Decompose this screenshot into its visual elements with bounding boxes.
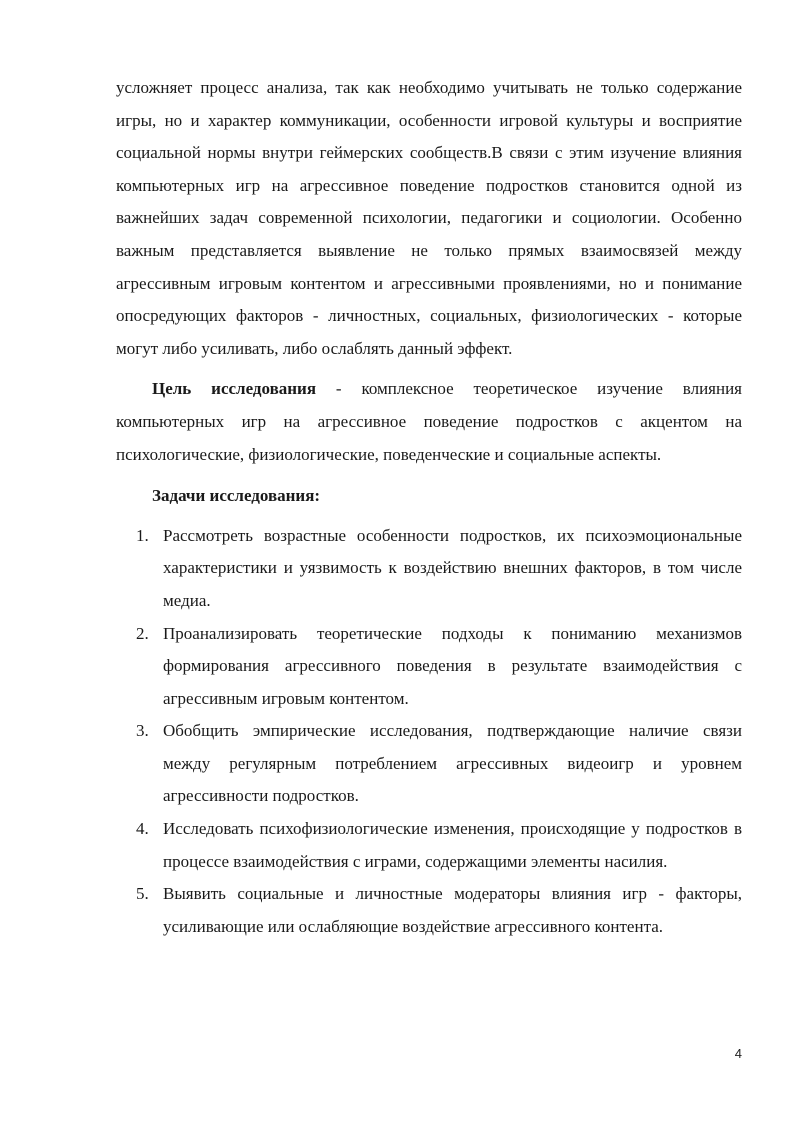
list-item-number: 3.	[136, 721, 149, 741]
list-item	[116, 878, 742, 943]
page-number: 4	[734, 1046, 742, 1061]
list-item-number: 2.	[136, 623, 149, 643]
list-item-text: Проанализировать теоретические подходы к пониманию механизмов формирования агрессивного поведения в результате взаимодействия с агрессивным игровым контентом.	[163, 623, 742, 708]
tasks-heading: Задачи исследования:	[152, 486, 321, 506]
list-item	[116, 715, 742, 813]
document-page	[116, 72, 742, 943]
list-item-number: 1.	[136, 525, 149, 545]
list-item-text: Выявить социальные и личностные модераторы влияния игр - факторы, усиливающие или ослабляющие воздействие агрессивного контента.	[163, 884, 742, 936]
list-item	[116, 520, 742, 618]
list-item-text: Обобщить эмпирические исследования, подтверждающие наличие связи между регулярным потреблением агрессивных видеоигр и уровнем агрессивности подростков.	[163, 721, 742, 806]
list-item	[116, 618, 742, 716]
tasks-list	[116, 520, 742, 944]
list-item-text: Исследовать психофизиологические изменения, происходящие у подростков в процессе взаимодействия с играми, содержащими элементы насилия.	[163, 819, 742, 871]
intro-paragraph: усложняет процесс анализа, так как необходимо учитывать не только содержание игры, но и характер коммуникации, особенности игровой культуры и восприятие социальной нормы внутри геймерских сообществ.В связи с этим изучение влияния компьютерных игр на агрессивное поведение подростков становится одной из важнейших задач современной психологии, педагогики и социологии. Особенно важным представляется выявление не только прямых взаимосвязей между агрессивным игровым контентом и агрессивными проявлениями, но и понимание опосредующих факторов - личностных, социальных, физиологических - которые могут либо усиливать, либо ослаблять данный эффект.	[116, 78, 742, 358]
list-item-number: 5.	[136, 884, 149, 904]
aim-text: - комплексное теоретическое изучение влияния компьютерных игр на агрессивное поведение подростков с акцентом на психологические, физиологические, поведенческие и социальные аспекты.	[116, 379, 743, 464]
aim-paragraph	[116, 373, 742, 471]
list-item	[116, 813, 742, 878]
list-item-text: Рассмотреть возрастные особенности подростков, их психоэмоциональные характеристики и уязвимость к воздействию внешних факторов, в том числе медиа.	[163, 525, 742, 610]
list-item-number: 4.	[136, 819, 149, 839]
aim-label: Цель исследования	[152, 379, 317, 399]
